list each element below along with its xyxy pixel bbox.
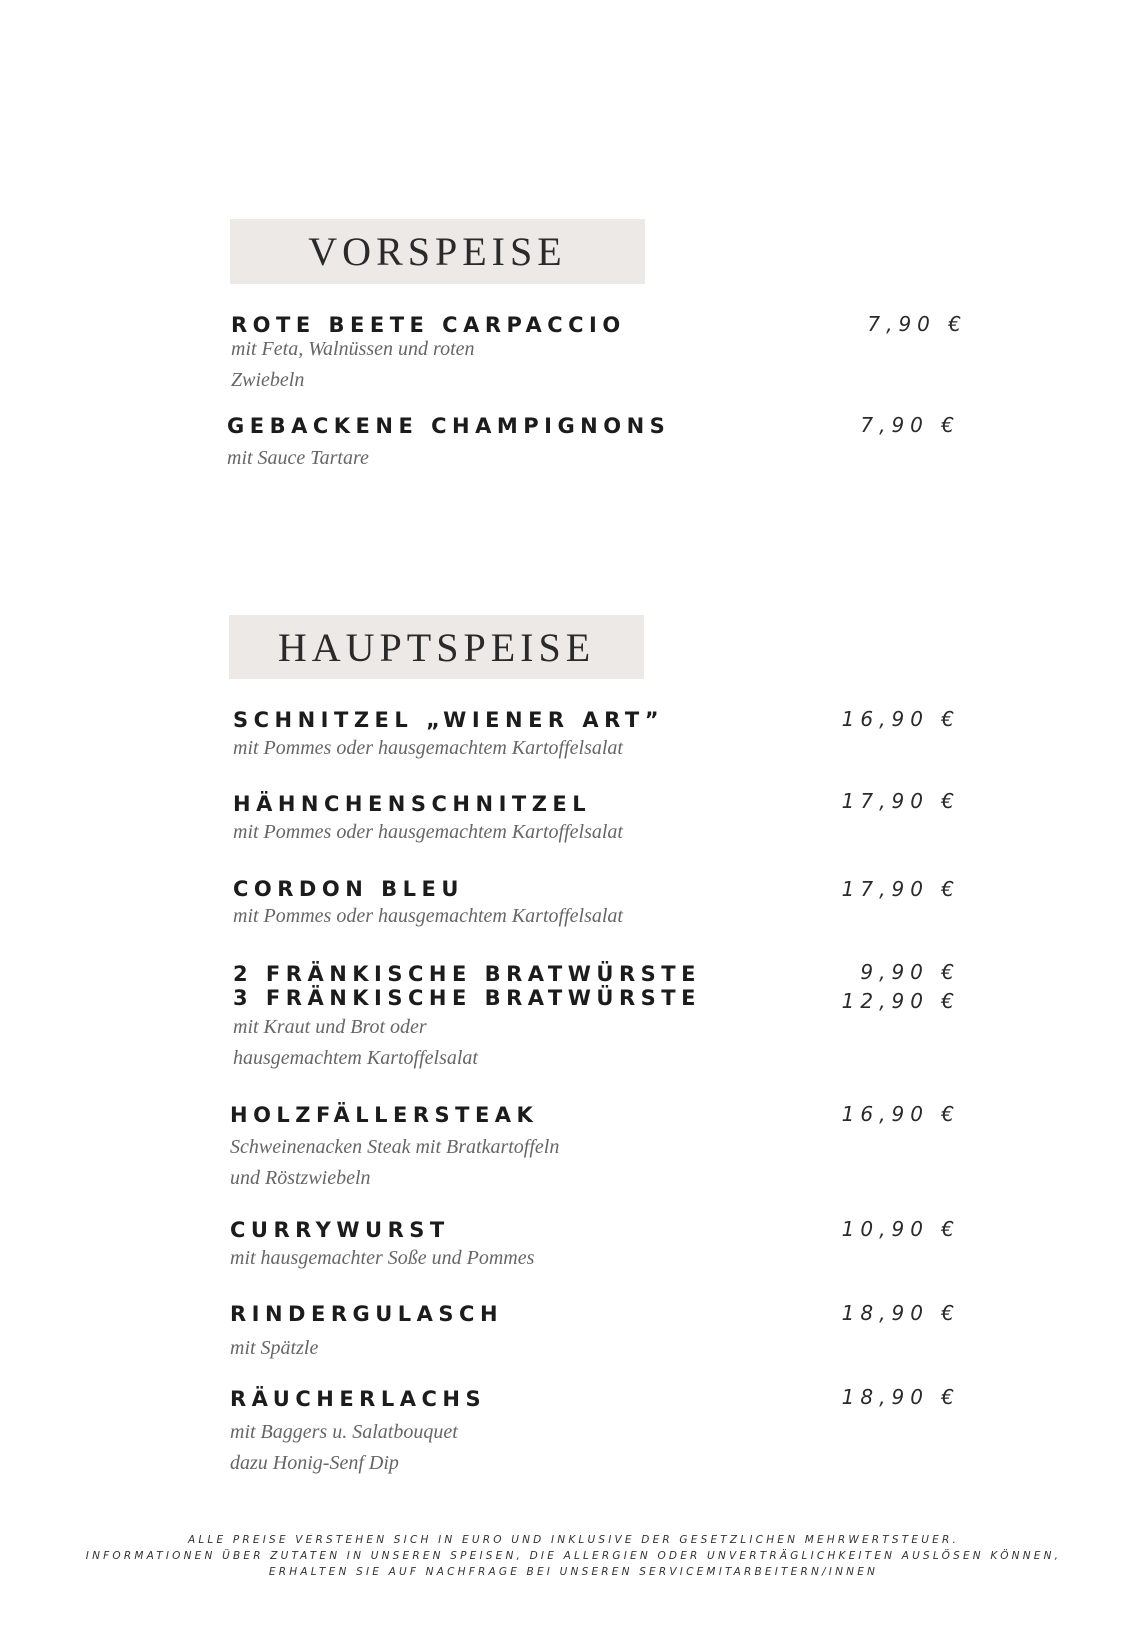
dish-name: RINDERGULASCH [230, 1302, 504, 1326]
dish-name: CURRYWURST [230, 1218, 450, 1242]
dish-price: 18,90 € [841, 1301, 960, 1325]
dish-description: hausgemachtem Kartoffelsalat [233, 1047, 478, 1069]
dish-description: mit Baggers u. Salatbouquet [230, 1421, 458, 1443]
dish-description: mit Pommes oder hausgemachtem Kartoffelsalat [233, 737, 623, 759]
dish-price: 16,90 € [841, 1102, 960, 1126]
dish-description: mit Feta, Walnüssen und roten [231, 338, 475, 360]
footer-line: ALLE PREISE VERSTEHEN SICH IN EURO UND INKLUSIVE DER GESETZLICHEN MEHRWERTSTEUER. [188, 1534, 959, 1546]
dish-description: und Röstzwiebeln [230, 1167, 371, 1189]
dish-description: mit Spätzle [230, 1337, 319, 1359]
dish-description: Zwiebeln [231, 369, 305, 391]
dish-description: mit Pommes oder hausgemachtem Kartoffelsalat [233, 905, 623, 927]
dish-price: 7,90 € [860, 413, 960, 437]
dish-price: 10,90 € [841, 1217, 960, 1241]
section-title: VORSPEISE [308, 229, 567, 274]
dish-description: mit hausgemachter Soße und Pommes [230, 1247, 535, 1269]
dish-price: 16,90 € [841, 707, 960, 731]
dish-name: ROTE BEETE CARPACCIO [231, 313, 626, 337]
section-header-hauptspeise [229, 615, 644, 679]
dish-price: 17,90 € [841, 789, 960, 813]
dish-name: SCHNITZEL „WIENER ART” [233, 708, 665, 732]
dish-price: 9,90 € [860, 960, 960, 984]
dish-name: RÄUCHERLACHS [230, 1387, 487, 1411]
dish-price: 17,90 € [841, 877, 960, 901]
dish-name: 2 FRÄNKISCHE BRATWÜRSTE [233, 962, 701, 986]
section-header-vorspeise [230, 219, 645, 284]
footer-notice [0, 1532, 1147, 1580]
dish-price: 12,90 € [841, 989, 960, 1013]
dish-name: CORDON BLEU [233, 877, 464, 901]
dish-price: 7,90 € [867, 312, 967, 336]
dish-name: 3 FRÄNKISCHE BRATWÜRSTE [233, 986, 701, 1010]
dish-description: dazu Honig-Senf Dip [230, 1452, 399, 1474]
footer-line: INFORMATIONEN ÜBER ZUTATEN IN UNSEREN SPEISEN, DIE ALLERGIEN ODER UNVERTRÄGLICHKEITEN AUSLÖSEN KÖNNEN, [85, 1550, 1062, 1562]
dish-name: GEBACKENE CHAMPIGNONS [227, 414, 671, 438]
section-title: HAUPTSPEISE [277, 624, 596, 670]
dish-name: HOLZFÄLLERSTEAK [230, 1103, 539, 1127]
dish-description: mit Sauce Tartare [227, 447, 369, 469]
dish-price: 18,90 € [841, 1385, 960, 1409]
dish-description: Schweinenacken Steak mit Bratkartoffeln [230, 1136, 560, 1158]
dish-description: mit Kraut und Brot oder [233, 1016, 427, 1038]
dish-description: mit Pommes oder hausgemachtem Kartoffelsalat [233, 821, 623, 843]
dish-name: HÄHNCHENSCHNITZEL [233, 792, 592, 816]
footer-line: ERHALTEN SIE AUF NACHFRAGE BEI UNSEREN SERVICEMITARBEITERN/INNEN [268, 1566, 879, 1578]
